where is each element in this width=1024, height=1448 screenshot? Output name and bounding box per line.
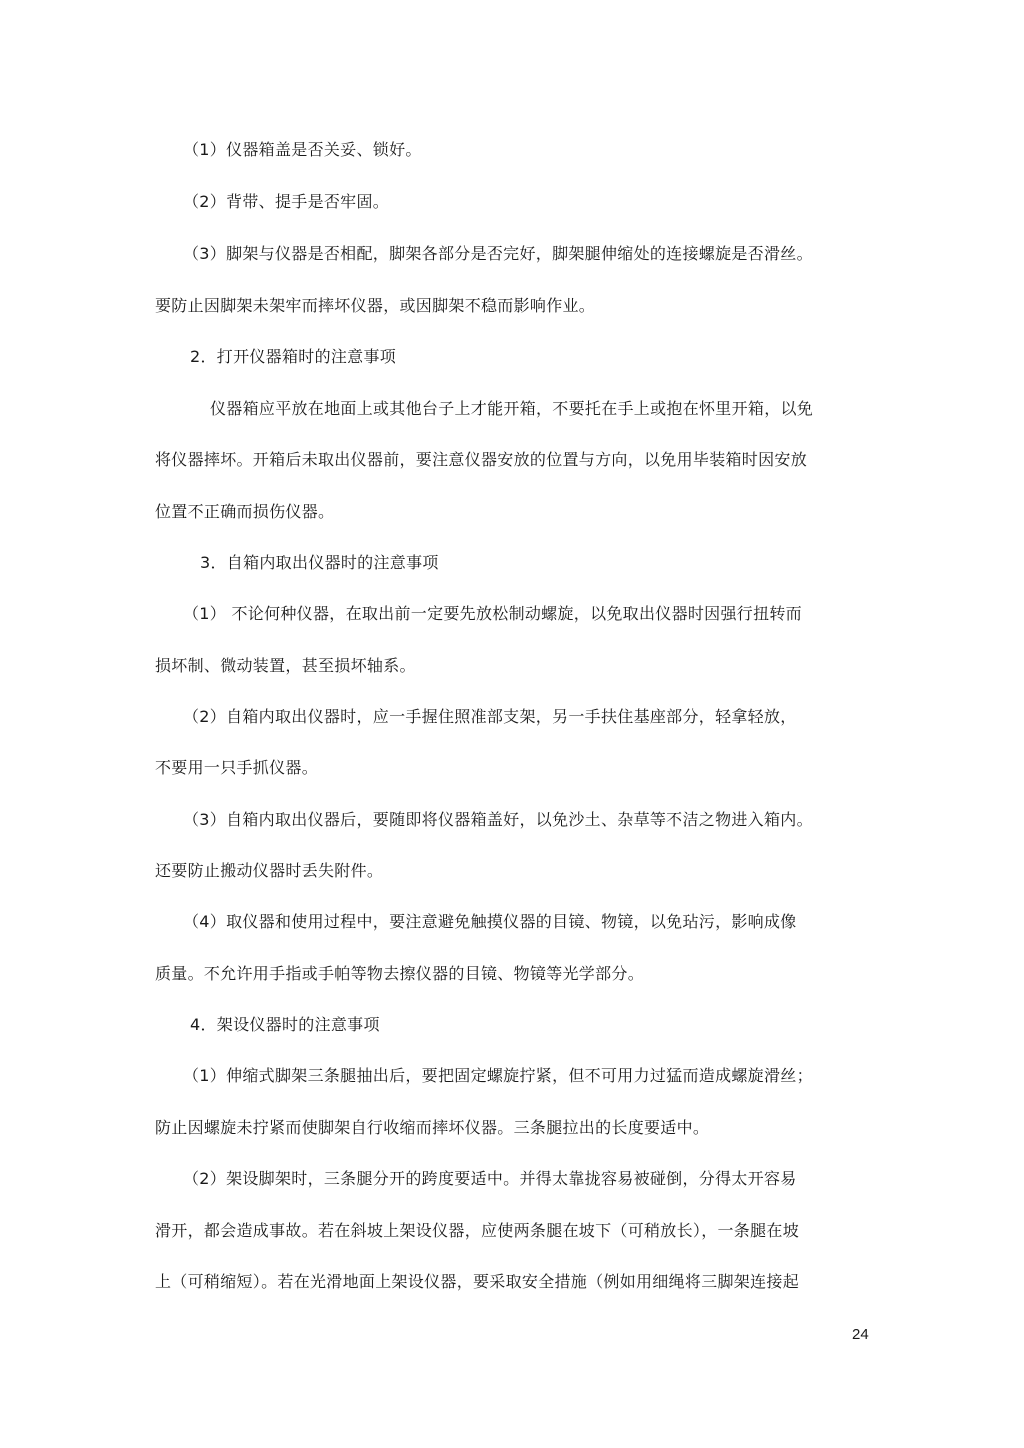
text-line-2: （2）背带、提手是否牢固。 bbox=[183, 192, 390, 211]
text-line-23: 上（可稍缩短）。若在光滑地面上架设仪器，要采取安全措施（例如用细绳将三脚架连接起 bbox=[155, 1272, 800, 1291]
text-line-13: 不要用一只手抓仪器。 bbox=[155, 758, 319, 777]
section-heading-4: 4．架设仪器时的注意事项 bbox=[190, 1015, 380, 1034]
text-line-22: 滑开，都会造成事故。若在斜坡上架设仪器，应使两条腿在坡下（可稍放长），一条腿在坡 bbox=[155, 1221, 800, 1240]
text-line-21: （2）架设脚架时，三条腿分开的跨度要适中。并得太靠拢容易被碰倒，分得太开容易 bbox=[183, 1169, 797, 1188]
text-line-8: 位置不正确而损伤仪器。 bbox=[155, 502, 335, 521]
text-line-11: 损坏制、微动装置，甚至损坏轴系。 bbox=[155, 656, 416, 675]
section-heading-3: 3．自箱内取出仪器时的注意事项 bbox=[200, 553, 439, 572]
text-line-4: 要防止因脚架未架牢而摔坏仪器，或因脚架不稳而影响作业。 bbox=[155, 296, 596, 315]
text-line-16: （4）取仪器和使用过程中，要注意避免触摸仪器的目镜、物镜，以免玷污，影响成像 bbox=[183, 912, 797, 931]
page-number: 24 bbox=[852, 1326, 869, 1343]
text-line-20: 防止因螺旋未拧紧而使脚架自行收缩而摔坏仪器。三条腿拉出的长度要适中。 bbox=[155, 1118, 710, 1137]
text-line-3: （3）脚架与仪器是否相配，脚架各部分是否完好，脚架腿伸缩处的连接螺旋是否滑丝。 bbox=[183, 244, 813, 263]
text-line-10: （1） 不论何种仪器，在取出前一定要先放松制动螺旋，以免取出仪器时因强行扭转而 bbox=[183, 604, 802, 623]
text-line-17: 质量。不允许用手指或手帕等物去擦仪器的目镜、物镜等光学部分。 bbox=[155, 964, 645, 983]
text-line-19: （1）伸缩式脚架三条腿抽出后，要把固定螺旋拧紧，但不可用力过猛而造成螺旋滑丝； bbox=[183, 1066, 813, 1085]
text-line-6: 仪器箱应平放在地面上或其他台子上才能开箱，不要托在手上或抱在怀里开箱，以免 bbox=[210, 399, 814, 418]
text-line-1: （1）仪器箱盖是否关妥、锁好。 bbox=[183, 140, 422, 159]
text-line-7: 将仪器摔坏。开箱后未取出仪器前，要注意仪器安放的位置与方向，以免用毕装箱时因安放 bbox=[155, 450, 808, 469]
text-line-12: （2）自箱内取出仪器时，应一手握住照准部支架，另一手扶住基座部分，轻拿轻放， bbox=[183, 707, 797, 726]
text-line-15: 还要防止搬动仪器时丢失附件。 bbox=[155, 861, 384, 880]
text-line-14: （3）自箱内取出仪器后，要随即将仪器箱盖好，以免沙土、杂草等不洁之物进入箱内。 bbox=[183, 810, 813, 829]
section-heading-2: 2．打开仪器箱时的注意事项 bbox=[190, 347, 397, 366]
